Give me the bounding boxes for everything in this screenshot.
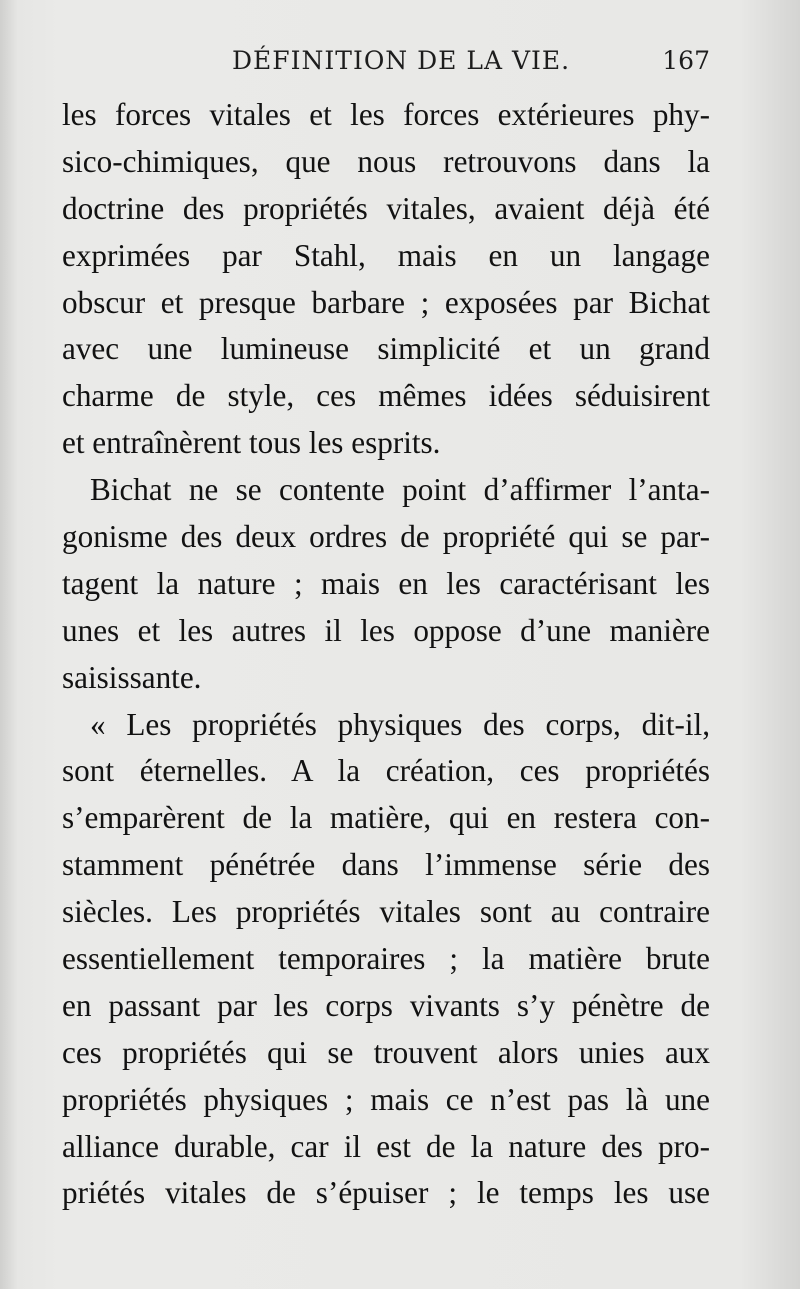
- text-line: essentiellement temporaires ; la matière brute: [62, 941, 710, 977]
- running-head: [62, 46, 710, 82]
- text-line: gonisme des deux ordres de propriété qui se par-: [62, 519, 710, 555]
- body-text: [62, 92, 710, 1217]
- text-line: tagent la nature ; mais en les caractérisant les: [62, 565, 710, 601]
- text-line: priétés vitales de s’épuiser ; le temps les use: [62, 1175, 710, 1211]
- text-line: sont éternelles. A la création, ces propriétés: [62, 753, 710, 789]
- text-line: et entraînèrent tous les esprits.: [62, 425, 441, 461]
- text-line: siècles. Les propriétés vitales sont au contraire: [62, 894, 710, 930]
- running-title: DÉFINITION DE LA VIE.: [232, 46, 571, 75]
- text-line: unes et les autres il les oppose d’une manière: [62, 612, 710, 648]
- text-line: alliance durable, car il est de la nature des pro-: [62, 1128, 710, 1164]
- text-line: exprimées par Stahl, mais en un langage: [62, 237, 710, 273]
- text-line: en passant par les corps vivants s’y pénètre de: [62, 987, 710, 1023]
- text-line: propriétés physiques ; mais ce n’est pas là une: [62, 1081, 710, 1117]
- text-line: « Les propriétés physiques des corps, dit-il,: [90, 706, 710, 742]
- text-line: doctrine des propriétés vitales, avaient déjà été: [62, 190, 710, 226]
- page-number: 167: [662, 46, 710, 75]
- text-line: saisissante.: [62, 659, 202, 695]
- text-line: ces propriétés qui se trouvent alors unies aux: [62, 1034, 710, 1070]
- text-line: s’emparèrent de la matière, qui en restera con-: [62, 800, 710, 836]
- text-line: charme de style, ces mêmes idées séduisirent: [62, 378, 710, 414]
- text-line: Bichat ne se contente point d’affirmer l’anta-: [90, 472, 710, 508]
- text-line: les forces vitales et les forces extérieures phy-: [62, 97, 710, 132]
- text-line: stamment pénétrée dans l’immense série des: [62, 847, 710, 883]
- text-line: avec une lumineuse simplicité et un grand: [62, 331, 710, 367]
- text-line: obscur et presque barbare ; exposées par Bichat: [62, 284, 710, 320]
- text-line: sico-chimiques, que nous retrouvons dans la: [62, 143, 710, 179]
